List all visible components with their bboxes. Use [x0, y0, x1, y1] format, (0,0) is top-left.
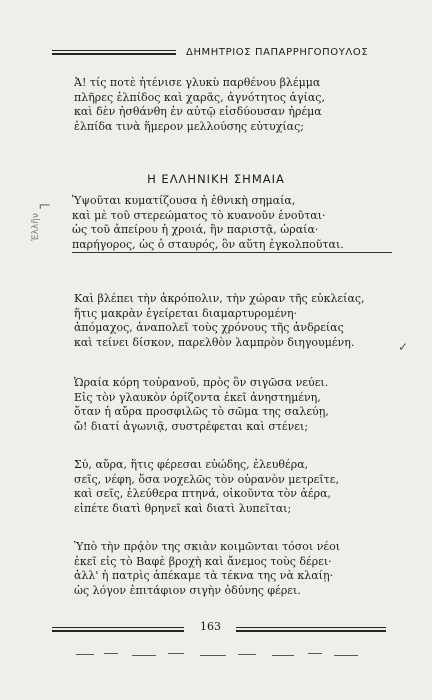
verse-line: καὶ μὲ τοῦ στερεώματος τὸ κυανοῦν ἑνοῦται·: [72, 208, 326, 222]
stanza-6: [74, 540, 394, 598]
verse-line: ὡς τοῦ ἀπείρου ἡ χροιά, ἣν παριστᾷ, ὡραία·: [72, 223, 319, 237]
verse-line: ὤ! διατί ἀγωνιᾷ, συστρέφεται καὶ στένει;: [74, 419, 309, 433]
stanza-3: [74, 292, 394, 350]
pencil-bracket-mark: ⌐: [38, 196, 52, 215]
verse-line: Ὑπὸ τὴν πρᾴὸν της σκιὰν κοιμῶνται τόσοι νέοι: [74, 540, 341, 553]
verse-line: εἰπέτε διατὶ θρηνεῖ καὶ διατὶ λυπεῖται;: [74, 501, 292, 515]
verse-line: Ἀ! τίς ποτὲ ἠτένισε γλυκὺ παρθένου βλέμμα: [74, 76, 321, 89]
verse-line: ὅταν ἡ αὔρα προσφιλῶς τὸ σῶμα της σαλεύῃ,: [74, 405, 329, 419]
verse-line: πλῆρες ἐλπίδος καὶ χαρᾶς, ἀγνότητος ἁγίας,: [74, 90, 325, 104]
verse-line: ἐλπίδα τινὰ ἥμερον μελλούσης εὐτυχίας;: [74, 119, 304, 133]
verse-line-underlined: παρήγορος, ὡς ὁ σταυρός, ὃν αὕτη ἐγκολποῦται.: [72, 238, 392, 254]
verse-line: Σύ, αὔρα, ἥτις φέρεσαι εὐώδης, ἐλευθέρα,: [74, 458, 309, 471]
stanza-1: [74, 76, 394, 134]
margin-note: Ἐλλῆν: [30, 213, 41, 241]
verse-line: ὡς λόγον ἐπιτάφιον σιγὴν ὀδύνης φέρει.: [74, 583, 301, 597]
verse-line: καὶ σεῖς, ἐλεύθερα πτηνά, οἰκοῦντα τὸν ἀέρα,: [74, 487, 332, 501]
running-head-title: ΔΗΜΗΤΡΙΟΣ ΠΑΠΑΡΡΗΓΟΠΟΥΛΟΣ: [186, 47, 369, 58]
bleed-through-dashes: [76, 651, 366, 659]
header-rule: [52, 50, 176, 57]
verse-line: ἥτις μακρὰν ἐγείρεται διαμαρτυρομένη·: [74, 306, 298, 320]
stanza-2: [72, 194, 392, 253]
verse-line: καὶ δὲν ἠσθάνθη ἐν αὐτῷ εἰσδύουσαν ἠρέμα: [74, 105, 322, 119]
stanza-5: [74, 458, 394, 516]
verse-line: σεῖς, νέφη, ὅσα νοχελῶς τὸν οὐρανὸν μετρεῖτε,: [74, 472, 339, 486]
verse-line: Ὡραία κόρη τοὐρανοῦ, πρὸς ὃν σιγῶσα νεύει.: [74, 376, 329, 389]
verse-line: Καὶ βλέπει τὴν ἀκρόπολιν, τὴν χώραν τῆς εὐκλείας,: [74, 292, 365, 305]
running-head: [52, 44, 384, 64]
verse-line: Ὑψοῦται κυματίζουσα ἡ ἐθνικὴ σημαία,: [72, 194, 296, 207]
verse-line: ἐκεῖ εἰς τὸ Βαφὲ βροχὴ καὶ ἄνεμος τοὺς δέρει·: [74, 554, 332, 568]
verse-line: καὶ τείνει δίσκον, παρελθὸν λαμπρὸν διηγουμένη.: [74, 335, 355, 349]
stanza-4: [74, 376, 394, 434]
verse-line: ἀλλ' ἡ πατρὶς ἀπέκαμε τὰ τέκνα της νὰ κλαίῃ·: [74, 569, 334, 583]
verse-line: Εἰς τὸν γλαυκὸν ὁρίζοντα ἐκεῖ ἀνηστημένη,: [74, 390, 321, 404]
verse-line: ἀπόμαχος, ἀναπολεῖ τοὺς χρόνους τῆς ἀνδρείας: [74, 321, 344, 335]
page-number: 163: [200, 620, 221, 633]
poem-title: Η ΕΛΛΗΝΙΚΗ ΣΗΜΑΙΑ: [147, 172, 285, 186]
pencil-check-mark: ✓: [398, 340, 409, 354]
